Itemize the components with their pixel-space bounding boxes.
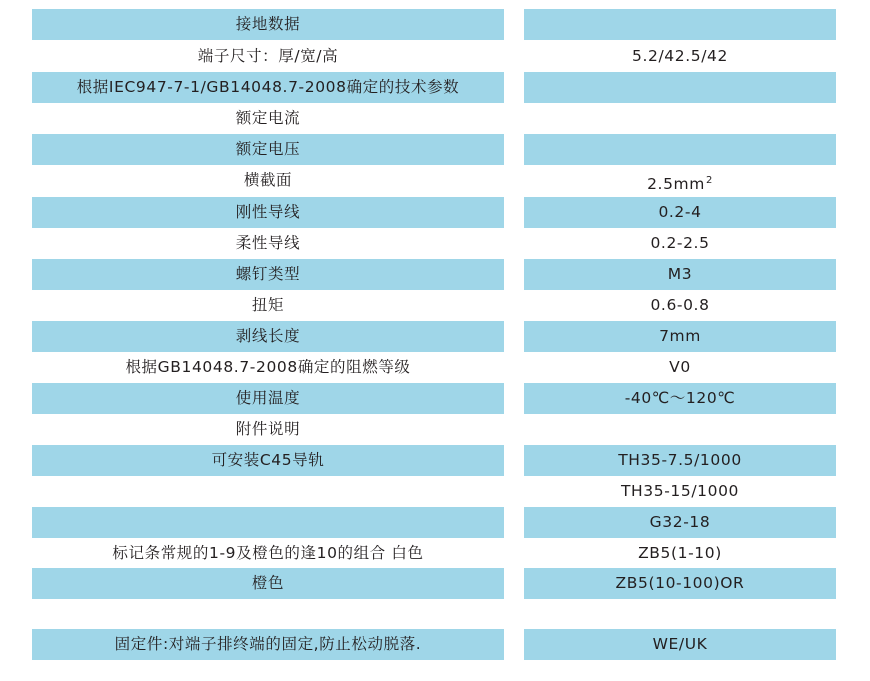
spec-label: 使用温度	[32, 383, 504, 414]
spec-value: G32-18	[524, 507, 836, 538]
spec-row	[0, 290, 870, 321]
spec-row	[0, 476, 870, 507]
spec-row	[0, 445, 870, 476]
spec-label: 可安装C45导轨	[32, 445, 504, 476]
spec-label: 扭矩	[251, 296, 285, 314]
value-text: 2.5mm	[647, 175, 705, 193]
spec-value: V0	[669, 358, 691, 376]
spec-value: ZB5(10-100)OR	[524, 568, 836, 599]
spec-value: 0.6-0.8	[650, 296, 710, 314]
spec-value: ZB5(1-10)	[638, 544, 722, 562]
spec-row	[0, 41, 870, 72]
spec-label: 根据IEC947-7-1/GB14048.7-2008确定的技术参数	[32, 72, 504, 103]
spec-row	[0, 352, 870, 383]
spec-row	[0, 165, 870, 196]
spec-label: 额定电压	[32, 134, 504, 165]
spec-label: 附件说明	[235, 420, 301, 438]
spec-value	[524, 134, 836, 165]
spec-label: 根据GB14048.7-2008确定的阻燃等级	[125, 358, 411, 376]
spec-value: TH35-7.5/1000	[524, 445, 836, 476]
spec-value	[524, 165, 836, 196]
spec-label: 固定件:对端子排终端的固定,防止松动脱落.	[32, 629, 504, 660]
spec-label: 刚性导线	[32, 197, 504, 228]
spec-row	[0, 72, 870, 103]
spec-label	[32, 507, 504, 538]
spec-label: 横截面	[243, 171, 293, 189]
spec-value	[524, 72, 836, 103]
spec-label	[32, 476, 504, 507]
spec-row	[0, 103, 870, 134]
spec-row	[0, 383, 870, 414]
spec-value: 7mm	[524, 321, 836, 352]
spec-row	[0, 629, 870, 660]
spec-row	[0, 197, 870, 228]
spec-value: WE/UK	[524, 629, 836, 660]
spec-value: -40℃～120℃	[524, 383, 836, 414]
spec-label: 柔性导线	[235, 234, 301, 252]
spec-label: 接地数据	[32, 9, 504, 40]
spec-row	[0, 538, 870, 569]
spec-value: 0.2-4	[524, 197, 836, 228]
spec-value	[524, 414, 836, 445]
spec-value: TH35-15/1000	[620, 482, 740, 500]
spec-row	[0, 259, 870, 290]
spec-value: M3	[524, 259, 836, 290]
spec-label: 标记条常规的1-9及橙色的逢10的组合 白色	[112, 544, 424, 562]
spec-value	[524, 9, 836, 40]
spec-label: 螺钉类型	[32, 259, 504, 290]
spec-value: 5.2/42.5/42	[632, 47, 728, 65]
spec-label: 橙色	[32, 568, 504, 599]
spec-row	[0, 228, 870, 259]
spec-value	[524, 103, 836, 134]
spec-row	[0, 321, 870, 352]
spec-label: 剥线长度	[32, 321, 504, 352]
superscript: 2	[705, 175, 713, 186]
spec-label: 端子尺寸：厚/宽/高	[197, 47, 339, 65]
spec-row	[0, 9, 870, 40]
spec-row	[0, 507, 870, 538]
spec-value: 0.2-2.5	[650, 234, 710, 252]
spec-row	[0, 414, 870, 445]
spec-row	[0, 568, 870, 599]
spec-label: 额定电流	[235, 109, 301, 127]
spec-row	[0, 134, 870, 165]
